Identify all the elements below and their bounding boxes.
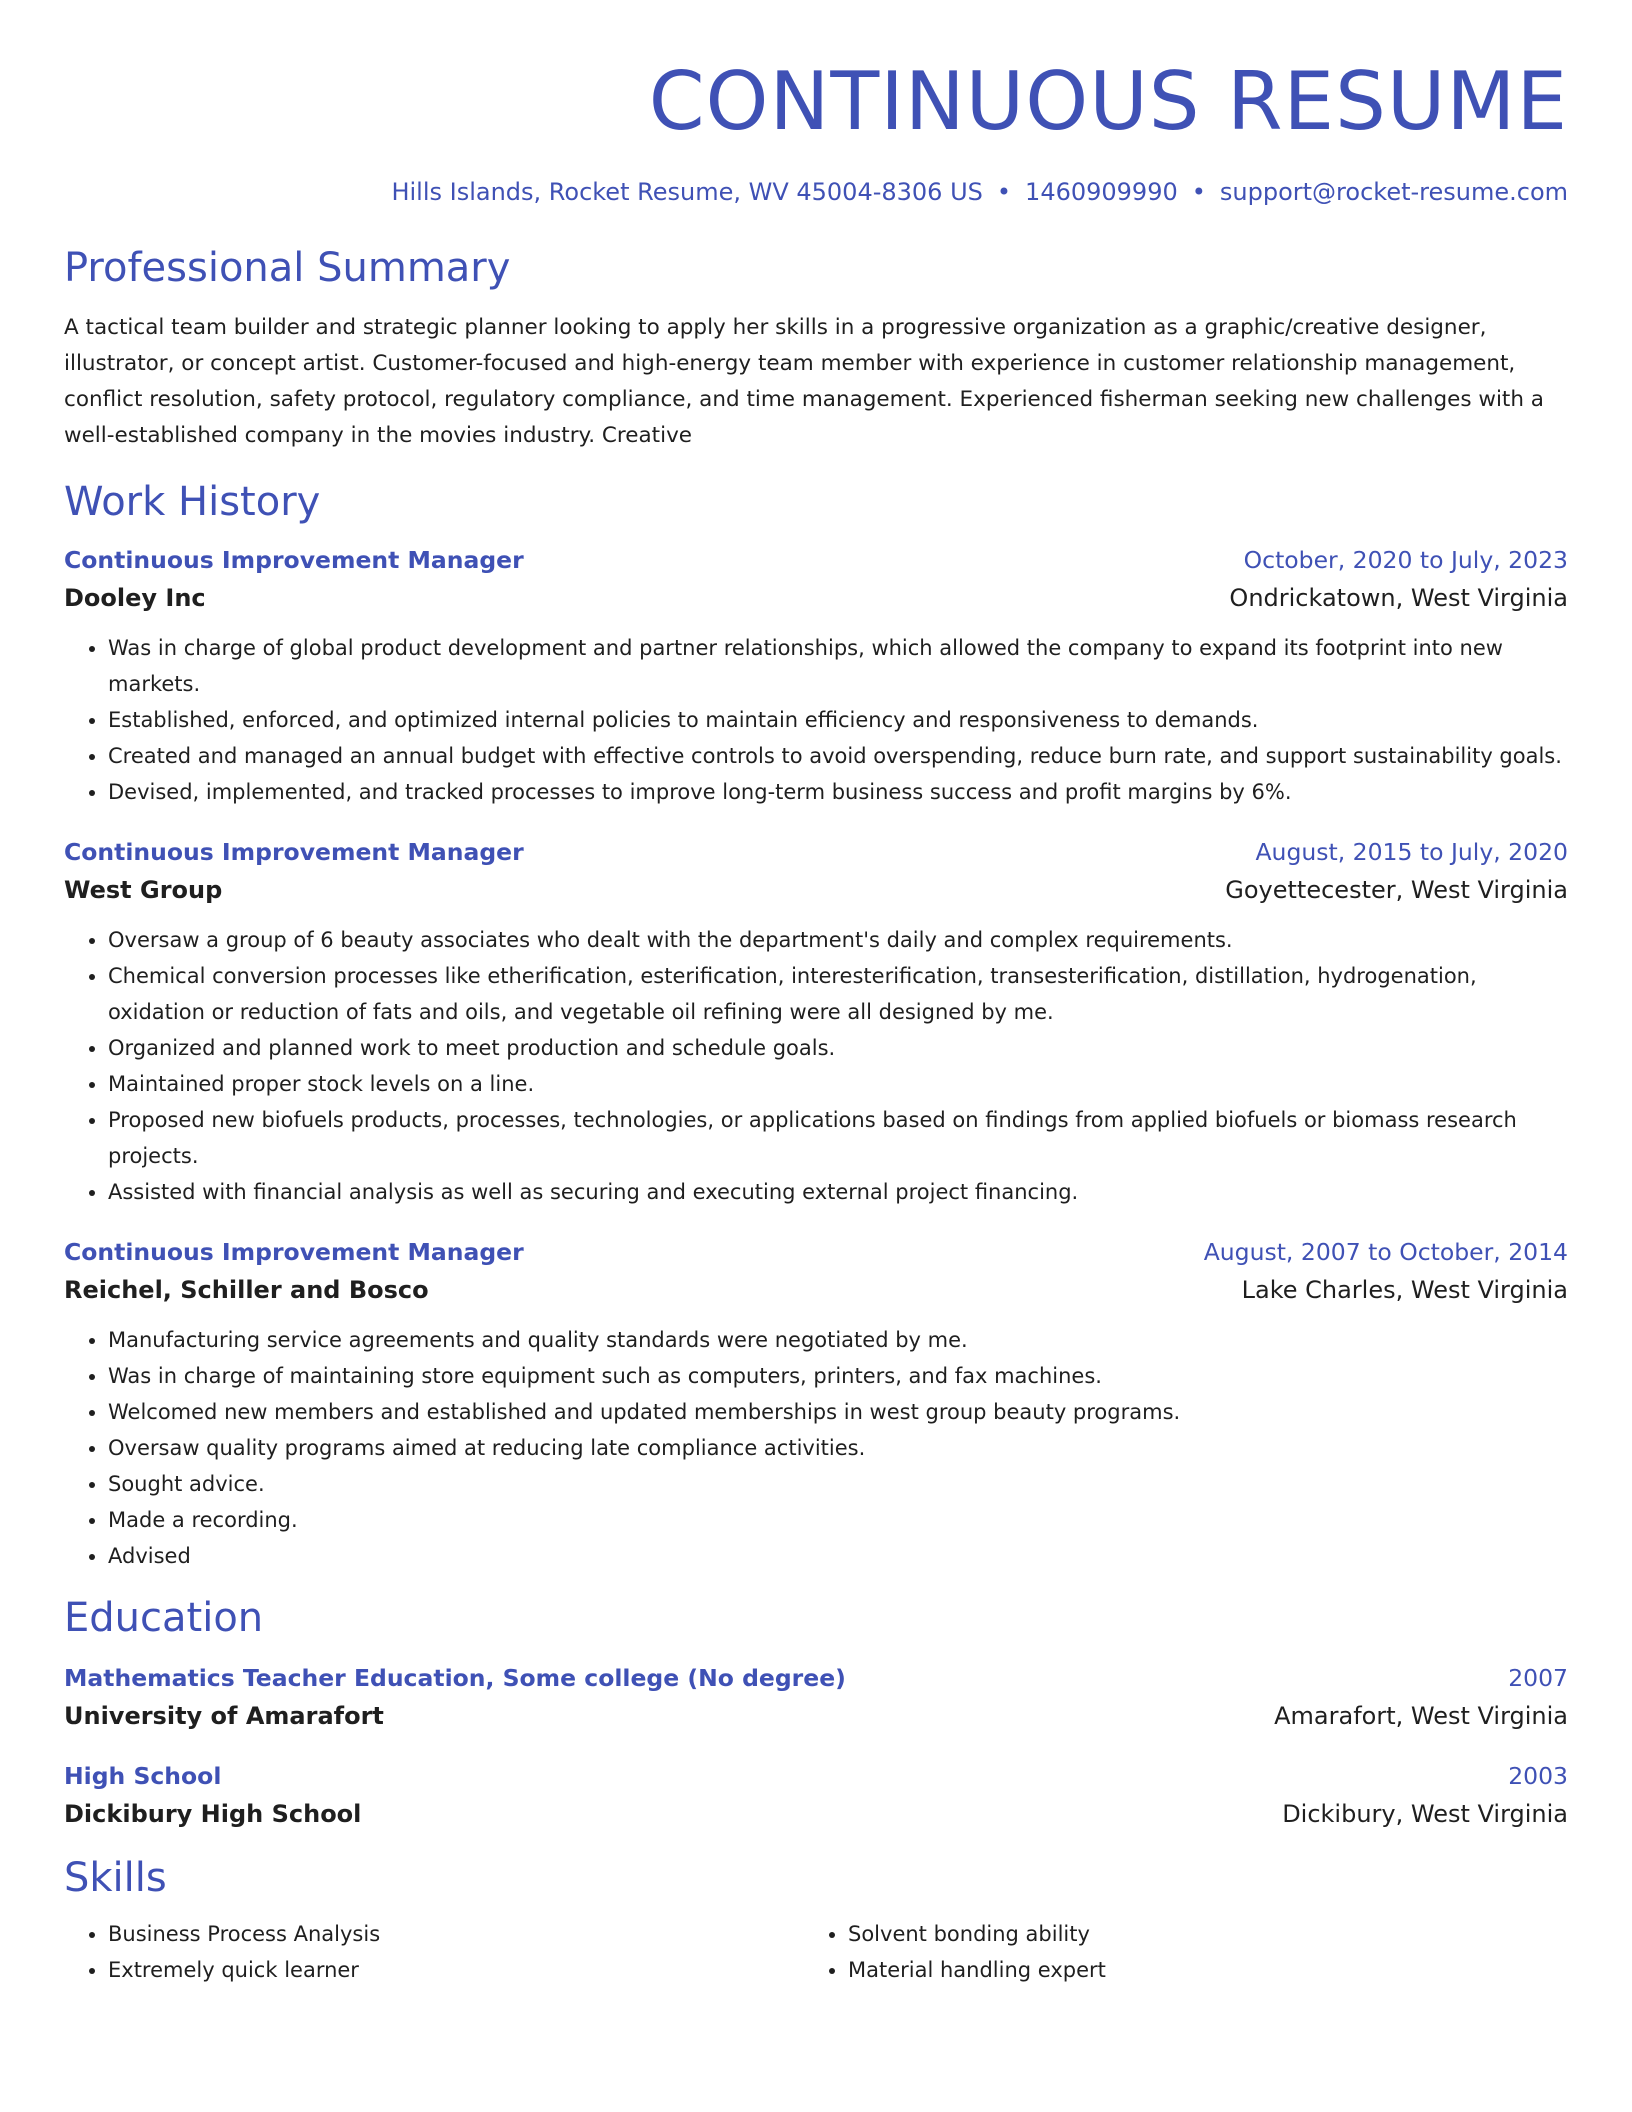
education-school-row [64,1696,1568,1736]
job-bullet-list [64,1322,1568,1574]
job-title-row [64,542,1568,578]
contact-phone[interactable]: 1460909990 [1025,178,1178,206]
job-bullet: • Maintained proper stock levels on a line. [108,1066,1568,1102]
job-entry [64,1234,1568,1574]
job-bullet: • Was in charge of global product development and partner relationships, which allowed the company to expand its footprint into new markets. [108,630,1568,702]
education-year: 2007 [1508,1664,1568,1692]
job-title: Continuous Improvement Manager [64,838,524,866]
education-degree-row [64,1758,1568,1794]
skills-list [64,1916,804,1988]
job-entry [64,834,1568,1210]
job-bullet: • Made a recording. [108,1502,1568,1538]
job-bullet: • Advised [108,1538,1568,1574]
job-location: Lake Charles, West Virginia [1241,1276,1568,1304]
contact-separator: • [996,178,1012,206]
job-bullet: • Was in charge of maintaining store equipment such as computers, printers, and fax machines. [108,1358,1568,1394]
education-location: Amarafort, West Virginia [1274,1702,1568,1730]
job-dates: August, 2007 to October, 2014 [1203,1238,1568,1266]
job-bullet: • Sought advice. [108,1466,1568,1502]
skill-item: • Extremely quick learner [108,1952,804,1988]
job-location: Goyettecester, West Virginia [1225,876,1568,904]
job-title: Continuous Improvement Manager [64,546,524,574]
skills-column-left [64,1916,804,1988]
skill-item: • Solvent bonding ability [848,1916,1544,1952]
job-entry [64,542,1568,810]
job-bullet: • Created and managed an annual budget with effective controls to avoid overspending, reduce burn rate, and support sustainability goals. [108,738,1568,774]
education-degree: High School [64,1762,222,1790]
education-section [64,1594,1568,1834]
contact-address: Hills Islands, Rocket Resume, WV 45004-8306 US [391,178,983,206]
skills-section [64,1854,1568,1988]
job-company-row [64,578,1568,618]
job-bullet-list [64,630,1568,810]
professional-summary-section [64,244,1568,454]
job-bullet: • Manufacturing service agreements and quality standards were negotiated by me. [108,1322,1568,1358]
education-year: 2003 [1508,1762,1568,1790]
education-entry [64,1660,1568,1736]
section-heading: Professional Summary [64,245,511,291]
job-bullet: • Devised, implemented, and tracked processes to improve long-term business success and profit margins by 6%. [108,774,1568,810]
job-company: Reichel, Schiller and Bosco [64,1276,429,1304]
job-company-row [64,1270,1568,1310]
job-company: Dooley Inc [64,584,206,612]
contact-separator: • [1191,178,1206,206]
job-bullet: • Proposed new biofuels products, processes, technologies, or applications based on findings from applied biofuels or biomass research projects. [108,1102,1568,1174]
candidate-name: CONTINUOUS RESUME [648,55,1568,148]
section-heading: Education [64,1595,264,1641]
skills-column-right [804,1916,1544,1988]
job-company-row [64,870,1568,910]
skills-grid [64,1916,1568,1988]
job-bullet: • Oversaw a group of 6 beauty associates who dealt with the department's daily and complex requirements. [108,922,1568,958]
summary-text: A tactical team builder and strategic planner looking to apply her skills in a progressive organization as a graphic/creative designer, illustrator, or concept artist. Customer-focused and high-energy team member with experience in customer relationship management, conflict resolution, safety protocol, regulatory compliance, and time management. Experienced fisherman seeking new challenges with a well-established company in the movies industry. Creative [64,315,1544,448]
contact-line [64,178,1568,206]
job-bullet-list [64,922,1568,1210]
job-bullet: • Chemical conversion processes like etherification, esterification, interesterification, transesterification, distillation, hydrogenation, oxidation or reduction of fats and oils, and vegetable oil refining were all designed by me. [108,958,1568,1030]
job-title: Continuous Improvement Manager [64,1238,524,1266]
job-bullet: • Oversaw quality programs aimed at reducing late compliance activities. [108,1430,1568,1466]
skill-item: • Business Process Analysis [108,1916,804,1952]
education-school: University of Amarafort [64,1702,384,1730]
job-location: Ondrickatown, West Virginia [1229,584,1568,612]
contact-email[interactable]: support@rocket-resume.com [1219,178,1568,206]
work-history-section [64,478,1568,1574]
section-heading: Skills [64,1855,167,1901]
job-bullet: • Welcomed new members and established and updated memberships in west group beauty programs. [108,1394,1568,1430]
skills-list [804,1916,1544,1988]
skill-item: • Material handling expert [848,1952,1544,1988]
job-bullet: • Established, enforced, and optimized internal policies to maintain efficiency and responsiveness to demands. [108,702,1568,738]
job-dates: October, 2020 to July, 2023 [1243,546,1568,574]
resume-header [64,0,1568,206]
section-heading: Work History [64,479,321,525]
education-location: Dickibury, West Virginia [1282,1800,1568,1828]
education-degree-row [64,1660,1568,1696]
job-bullet: • Assisted with financial analysis as well as securing and executing external project financing. [108,1174,1568,1210]
job-title-row [64,1234,1568,1270]
job-title-row [64,834,1568,870]
job-company: West Group [64,876,223,904]
education-degree: Mathematics Teacher Education, Some college (No degree) [64,1664,846,1692]
education-school: Dickibury High School [64,1800,362,1828]
job-bullet: • Organized and planned work to meet production and schedule goals. [108,1030,1568,1066]
job-dates: August, 2015 to July, 2020 [1255,838,1568,866]
education-entry [64,1758,1568,1834]
education-school-row [64,1794,1568,1834]
